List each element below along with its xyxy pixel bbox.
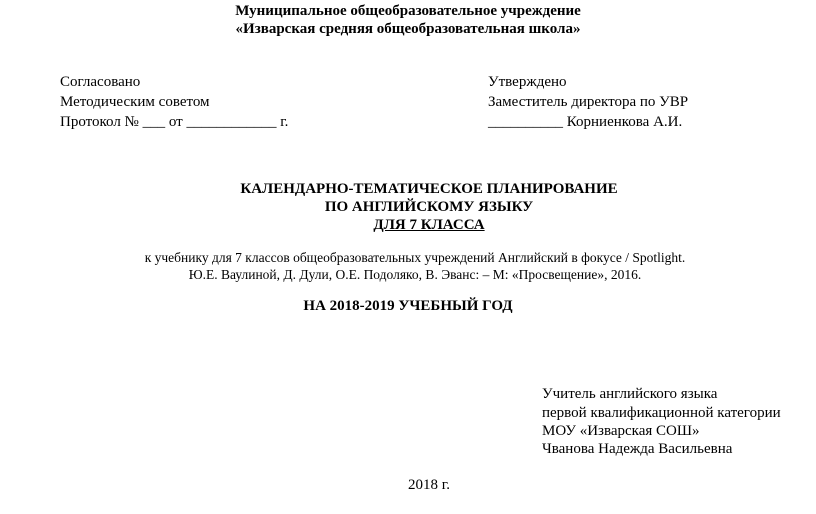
plan-title-line1: КАЛЕНДАРНО-ТЕМАТИЧЕСКОЕ ПЛАНИРОВАНИЕ <box>240 181 618 197</box>
school-type-line: Муниципальное общеобразовательное учреждение <box>235 3 581 19</box>
footer-year: 2018 г. <box>408 477 450 493</box>
signature-line: __________ Корниенкова А.И. <box>488 114 683 130</box>
protocol-line: Протокол № ___ от ____________ г. <box>60 114 289 130</box>
teacher-category: первой квалификационной категории <box>542 405 781 421</box>
teacher-school: МОУ «Изварская СОШ» <box>542 423 700 439</box>
method-council-label: Методическим советом <box>60 94 210 110</box>
teacher-role: Учитель английского языка <box>542 386 718 402</box>
textbook-line2: Ю.Е. Ваулиной, Д. Дули, О.Е. Подоляко, В. Эванс: – М: «Просвещение», 2016. <box>188 267 642 282</box>
textbook-line1: к учебнику для 7 классов общеобразовательных учреждений Английский в фокусе / Spotlight. <box>144 250 686 265</box>
teacher-name: Чванова Надежда Васильевна <box>542 441 733 457</box>
confirmed-label: Утверждено <box>488 74 567 90</box>
approved-by-label: Согласовано <box>60 74 141 90</box>
academic-year-title: НА 2018-2019 УЧЕБНЫЙ ГОД <box>303 298 513 314</box>
plan-title-line2: ПО АНГЛИЙСКОМУ ЯЗЫКУ <box>324 199 534 215</box>
deputy-director-label: Заместитель директора по УВР <box>488 94 689 110</box>
school-name-line: «Изварская средняя общеобразовательная школа» <box>235 21 581 37</box>
plan-title-line3: ДЛЯ 7 КЛАССА <box>373 217 485 233</box>
